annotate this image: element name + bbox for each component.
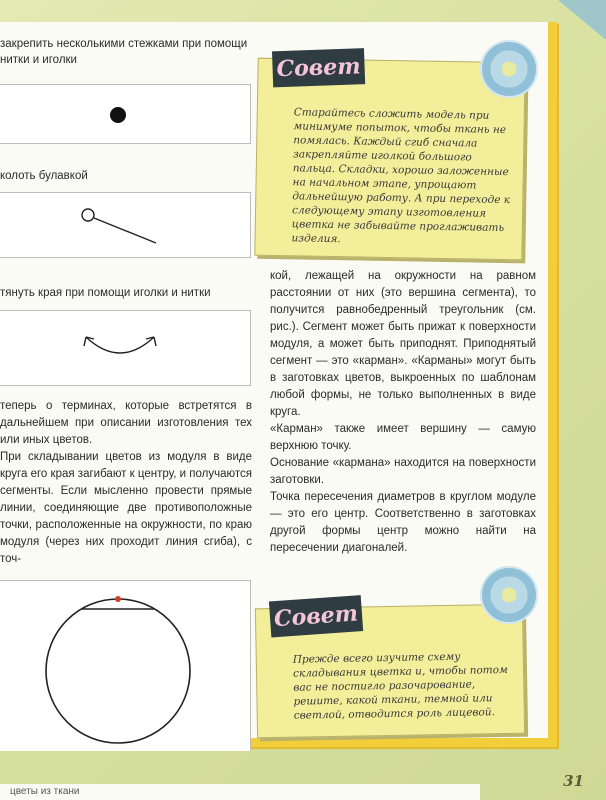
pulled-thread-illustration bbox=[0, 311, 250, 385]
tip-title-badge bbox=[272, 48, 365, 87]
step-1-text: закрепить несколькими стежками при помощи нитки и иголки bbox=[0, 38, 248, 66]
right-paragraph-1: кой, лежащей на окружности на равном расстоянии от них (это вершина сегмента), то получится равнобедренный треугольник (см. рис.). Сегмент может быть прижат к поверхности модуля, а может быть приподнят. Приподнятый сегмент — это «карман». «Карманы» могут быть в заготовках цветов, выкроенных по шаблонам любой формы, не только выполненных в виде круга. bbox=[270, 270, 536, 418]
tip-title-badge bbox=[269, 595, 363, 637]
tip-text: Прежде всего изучите схему складывания цветка и, чтобы потом вас не постигло разочарование, решите, какой ткани, темной или светлой, отводится роль лицевой. bbox=[292, 650, 508, 722]
right-paragraph-3: Основание «кармана» находится на поверхности заготовки. bbox=[270, 457, 536, 486]
page-number: 31 bbox=[563, 772, 584, 790]
footer-running-title: цветы из ткани bbox=[0, 784, 480, 800]
right-paragraph-2: «Карман» также имеет вершину — самую верхнюю точку. bbox=[270, 423, 536, 452]
step-3-text: тянуть края при помощи иголки и нитки bbox=[0, 287, 211, 299]
tip-box-1 bbox=[254, 53, 525, 261]
tip-title: Совет bbox=[276, 53, 361, 83]
fabric-flower-image bbox=[480, 40, 538, 98]
left-paragraph-1: теперь о терминах, которые встретятся в дальнейшем при описании изготовления тех или иных цветов. bbox=[0, 400, 252, 446]
right-paragraph-4: Точка пересечения диаметров в круглом модуле — это его центр. Соответственно в заготовках другой формы центр можно найти на пересечении диагоналей. bbox=[270, 491, 536, 554]
dot-illustration bbox=[0, 85, 250, 143]
illustration-box-4 bbox=[0, 580, 251, 751]
left-paragraph-2: При складывании цветов из модуля в виде круга его края загибают к центру, и получаются сегменты. Если мысленно провести прямые линии, соединяющие две противоположные точки, расположенные на окружности, по краю модуля (через них проходит линия сгиба), с точ- bbox=[0, 451, 252, 565]
circle-segment-illustration bbox=[0, 581, 250, 751]
step-2-text: колоть булавкой bbox=[0, 170, 88, 182]
right-column bbox=[270, 268, 536, 557]
tip-text: Старайтесь сложить модель при минимуме попыток, чтобы ткань не помялась. Каждый сгиб сначала закрепляйте иголкой большого пальца. Складки, хорошо заложенные на начальном этапе, упрощают дальнейшую работу. А при переходе к следующему этапу изготовления цветка не забывайте проглаживать изделия. bbox=[291, 106, 511, 246]
fabric-flower-image bbox=[480, 566, 538, 624]
illustration-box-2 bbox=[0, 192, 251, 258]
illustration-box-3 bbox=[0, 310, 251, 386]
tip-box-2 bbox=[255, 600, 525, 739]
tip-title: Совет bbox=[273, 600, 359, 633]
illustration-box-1 bbox=[0, 84, 251, 144]
left-column bbox=[0, 398, 252, 568]
pin-illustration bbox=[0, 193, 250, 257]
book-page bbox=[0, 22, 557, 747]
